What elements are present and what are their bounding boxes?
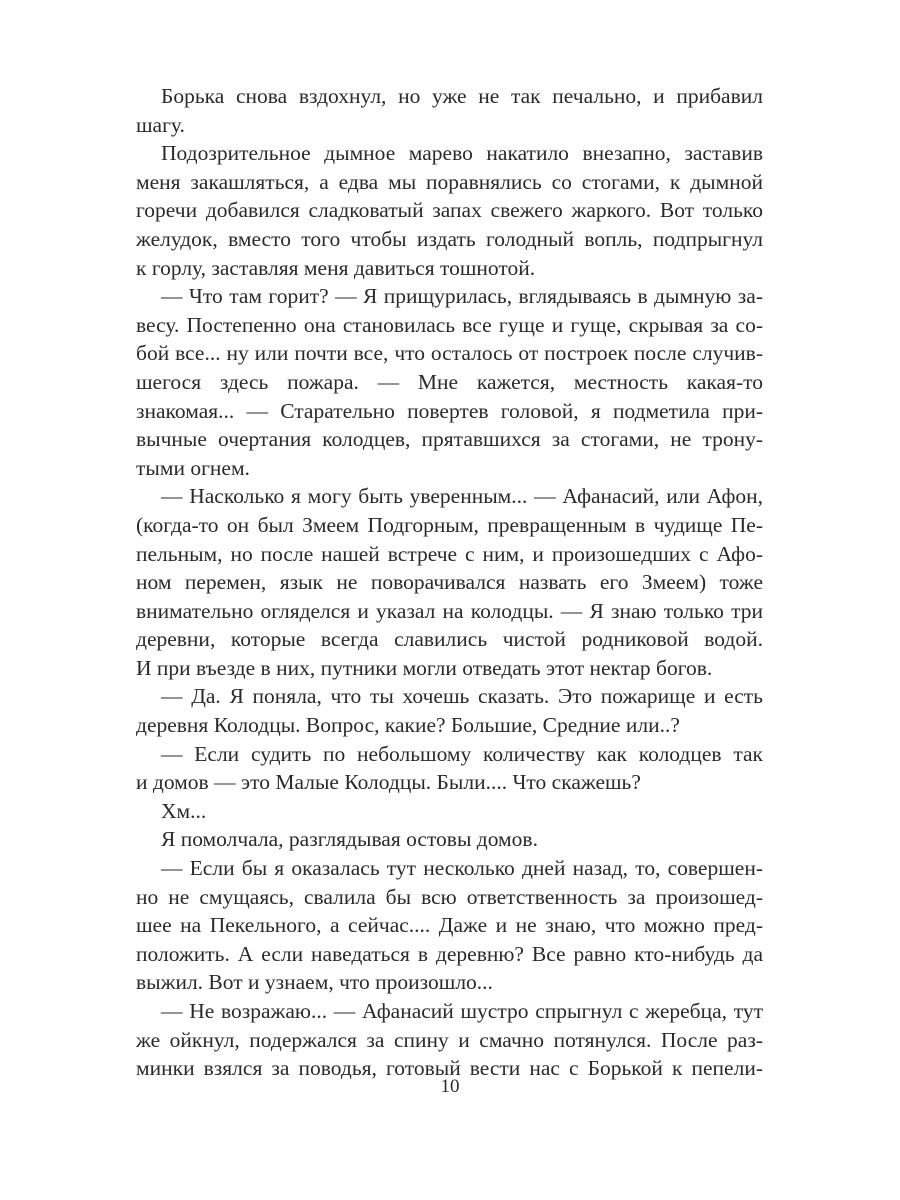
- paragraph: [136, 139, 763, 282]
- book-page-text: [136, 82, 763, 1083]
- text-line: к горлу, заставляя меня давиться тошнотой.: [136, 255, 536, 280]
- paragraph: [136, 282, 763, 482]
- text-line: — Да. Я поняла, что ты хочешь сказать. Это пожарище и есть: [161, 684, 763, 709]
- paragraph: [136, 682, 763, 739]
- text-line: выжил. Вот и узнаем, что произошло...: [136, 970, 493, 995]
- text-line: И при въезде в них, путники могли отведать этот нектар богов.: [136, 655, 713, 680]
- text-line: горечи добавился сладковатый запах свежего жаркого. Вот только: [136, 198, 763, 223]
- paragraph: [136, 854, 763, 997]
- paragraph: [136, 825, 763, 854]
- page-number: 10: [440, 1076, 460, 1097]
- text-line: и домов — это Малые Колодцы. Были.... Что скажешь?: [136, 770, 641, 795]
- text-line: деревня Колодцы. Вопрос, какие? Большие, Средние или..?: [136, 713, 680, 738]
- paragraph: [136, 740, 763, 797]
- text-line: минки взялся за поводья, готовый вести нас с Борькой к пепели-: [136, 1056, 763, 1081]
- paragraph: [136, 997, 763, 1083]
- text-line: желудок, вместо того чтобы издать голодный вопль, подпрыгнул: [136, 226, 763, 251]
- paragraph: [136, 797, 763, 826]
- text-line: деревни, которые всегда славились чистой родниковой водой.: [136, 627, 763, 652]
- text-line: Борька снова вздохнул, но уже не так печально, и прибавил: [161, 84, 763, 108]
- text-line: Хм...: [161, 798, 207, 823]
- text-line: пельным, но после нашей встрече с ним, и произошедших с Афо-: [136, 541, 763, 566]
- text-line: шее на Пекельного, а сейчас.... Даже и не знаю, что можно пред-: [136, 913, 763, 938]
- text-line: внимательно огляделся и указал на колодцы. — Я знаю только три: [136, 598, 763, 623]
- paragraph: [136, 82, 763, 139]
- text-line: — Насколько я могу быть уверенным... — Афанасий, или Афон,: [161, 484, 763, 509]
- text-line: (когда-то он был Змеем Подгорным, превращенным в чудище Пе-: [136, 512, 763, 537]
- text-line: шагу.: [136, 112, 185, 137]
- paragraph: [136, 482, 763, 682]
- text-line: знакомая... — Старательно повертев головой, я подметила при-: [136, 398, 763, 423]
- text-line: ном перемен, язык не поворачивался назвать его Змеем) тоже: [136, 570, 763, 595]
- text-line: но не смущаясь, свалила бы всю ответственность за произошед-: [136, 884, 763, 909]
- text-line: — Что там горит? — Я прищурилась, вглядываясь в дымную за-: [161, 284, 763, 309]
- text-line: Я помолчала, разглядывая остовы домов.: [161, 827, 538, 852]
- text-line: Подозрительное дымное марево накатило внезапно, заставив: [161, 141, 763, 166]
- text-line: — Не возражаю... — Афанасий шустро спрыгнул с жеребца, тут: [161, 999, 763, 1023]
- text-line: — Если судить по небольшому количеству как колодцев так: [161, 741, 763, 766]
- text-line: положить. А если наведаться в деревню? Все равно кто-нибудь да: [136, 941, 763, 966]
- text-line: меня закашляться, а едва мы поравнялись со стогами, к дымной: [136, 169, 763, 194]
- text-line: же ойкнул, подержался за спину и смачно потянулся. После раз-: [136, 1027, 763, 1052]
- text-line: шегося здесь пожара. — Мне кажется, местность какая-то: [136, 369, 763, 394]
- text-line: — Если бы я оказалась тут несколько дней назад, то, совершен-: [161, 856, 763, 881]
- text-line: бой все... ну или почти все, что осталось от построек после случив-: [136, 341, 763, 366]
- text-line: вычные очертания колодцев, прятавшихся за стогами, не трону-: [136, 427, 763, 452]
- text-line: тыми огнем.: [136, 455, 250, 480]
- text-line: весу. Постепенно она становилась все гуще и гуще, скрывая за со-: [136, 312, 763, 337]
